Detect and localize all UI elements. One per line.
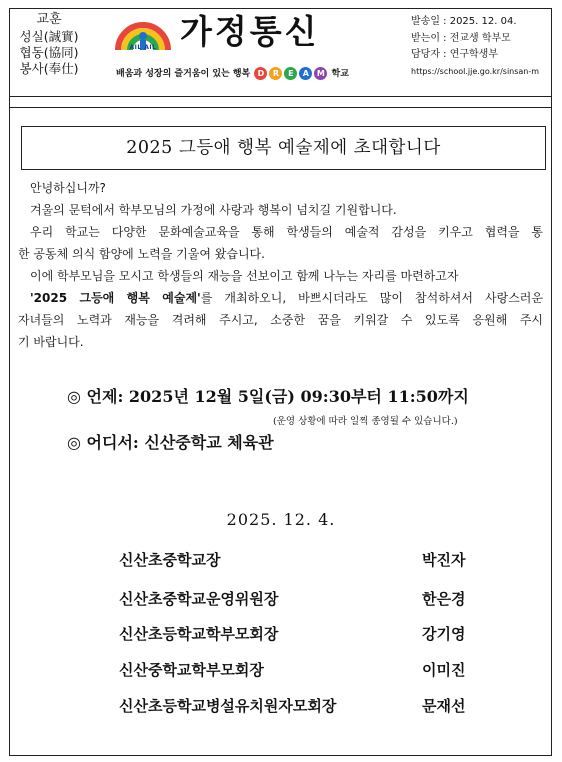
motto-item: 협동(協同) <box>19 45 79 60</box>
signature-name: 이미진 <box>422 661 466 679</box>
recipient: 받는이 : 전교생 학부모 <box>411 32 511 44</box>
header-divider-secondary <box>9 107 552 108</box>
event-when: ◎ 언제: 2025년 12월 5일(금) 09:30부터 11:50까지 <box>67 387 469 406</box>
paragraph: 자녀들의 노력과 재능을 격려해 주시고, 소중한 꿈을 키워갈 수 있도록 응원해 주시 <box>18 313 543 327</box>
dream-letter: E <box>284 67 297 80</box>
page-title: 2025 그등애 행복 예술제에 초대합니다 <box>21 126 546 170</box>
school-slogan <box>116 66 349 80</box>
paragraph: 겨울의 문턱에서 학부모님의 가정에 사랑과 행복이 넘치길 기원합니다. <box>30 203 397 217</box>
dream-letter: A <box>299 67 312 80</box>
header-divider <box>9 96 552 97</box>
dream-letter: M <box>314 67 327 80</box>
signature-name: 문재선 <box>422 697 466 715</box>
send-date: 발송일 : 2025. 12. 04. <box>411 16 517 27</box>
newsletter-title: 가정통신 <box>180 12 320 51</box>
signature-org: 신산초중학교장 <box>119 551 221 569</box>
motto-title: 교훈 <box>36 12 62 27</box>
school-motto <box>18 12 80 77</box>
greeting: 안녕하십니까? <box>30 181 106 195</box>
school-url[interactable]: https://school.jje.go.kr/sinsan-m <box>411 66 540 76</box>
signature-org: 신산초등학교학부모회장 <box>119 625 279 643</box>
paragraph: 한 공동체 의식 함양에 노력을 기울여 왔습니다. <box>18 247 265 261</box>
notice-meta <box>411 14 539 80</box>
motto-item: 봉사(奉仕) <box>19 61 79 76</box>
school-logo-icon <box>112 14 174 66</box>
issue-date: 2025. 12. 4. <box>226 510 336 529</box>
paragraph-text: 를 개최하오니, 바쁘시더라도 많이 참석하셔서 사랑스러운 <box>200 291 543 305</box>
signature-org: 신산중학교학부모회장 <box>119 661 264 679</box>
motto-item: 성실(誠實) <box>19 29 79 44</box>
department: 담당자 : 연구학생부 <box>411 49 499 60</box>
paragraph: 이에 학부모님을 모시고 학생들의 재능을 선보이고 함께 나누는 자리를 마련하고자 <box>30 269 459 283</box>
slogan-suffix: 학교 <box>331 69 349 79</box>
signature-name: 강기영 <box>422 625 466 643</box>
paragraph: 기 바랍니다. <box>18 335 84 349</box>
dream-badge <box>253 67 328 80</box>
dream-letter: R <box>269 67 282 80</box>
letter-body <box>18 177 543 353</box>
paragraph <box>18 287 543 309</box>
event-name: '2025 그등애 행복 예술제' <box>30 291 201 305</box>
event-where: ◎ 어디서: 신산중학교 체육관 <box>67 433 274 452</box>
signature-name: 박진자 <box>422 551 466 569</box>
dream-letter: D <box>254 67 267 80</box>
signature-name: 한은경 <box>422 590 466 608</box>
signature-org: 신산초등학교병설유치원자모회장 <box>119 697 337 715</box>
slogan-text: 배움과 성장의 즐거움이 있는 행복 <box>116 69 251 79</box>
event-note: (운영 상황에 따라 일찍 종영될 수 있습니다.) <box>273 416 458 427</box>
signature-org: 신산초중학교운영위원장 <box>119 590 279 608</box>
paragraph: 우리 학교는 다양한 문화예술교육을 통해 학생들의 예술적 감성을 키우고 협력을 통 <box>30 225 543 239</box>
logo-text: AIL AIL <box>129 44 157 51</box>
